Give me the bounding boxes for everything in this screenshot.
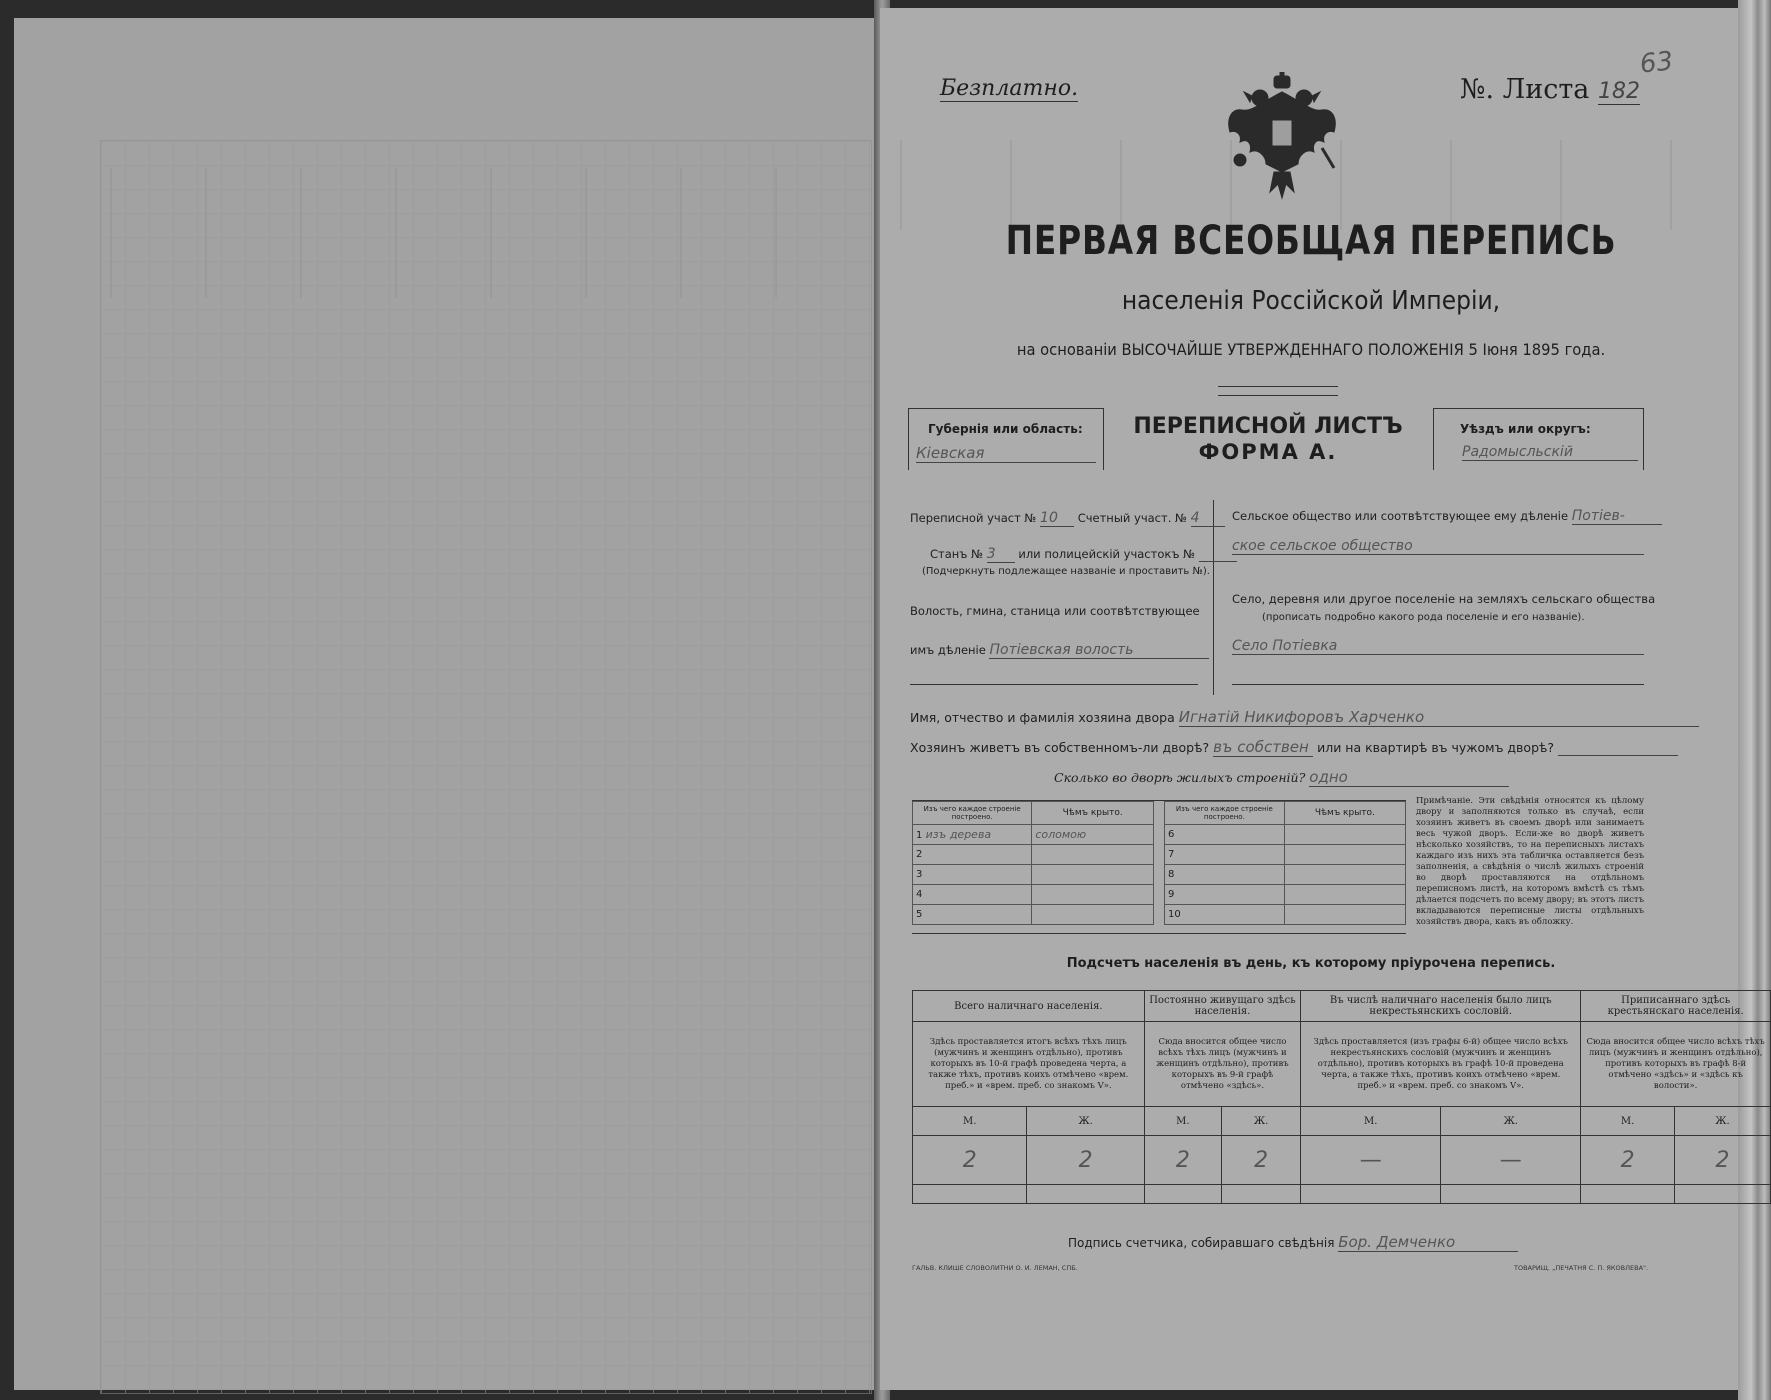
form-title: ПЕРЕПИСНОЙ ЛИСТЪ <box>1133 414 1403 439</box>
count-col-desc: Здѣсь проставляется (изъ графы 6-й) общее число всѣхъ некрестьянскихъ сословій (мужчинъ и женщинъ отдѣльно), противъ которыхъ въ графѣ 10-й проведена черта, а также тѣхъ, противъ коихъ отмѣчено «врем. преб.» и «врем. преб. со знакомъ V». <box>1301 1022 1581 1107</box>
sheet-number-value: 182 <box>1598 79 1640 104</box>
count-desc-row <box>913 1022 1771 1107</box>
field-rule <box>1232 684 1644 685</box>
census-area-value: 10 <box>1040 510 1074 527</box>
count-area-value: 4 <box>1191 510 1225 527</box>
ornament-divider <box>1218 386 1338 396</box>
banner-rule <box>1103 408 1104 470</box>
signature-label: Подпись счетчика, собиравшаго свѣдѣнія <box>1068 1236 1335 1250</box>
table-row <box>913 865 1154 885</box>
society-label: Сельское общество или соотвѣтствующее ему дѣленіе <box>1232 509 1569 523</box>
male-count: 2 <box>1581 1136 1675 1185</box>
material-cell <box>913 825 1032 845</box>
society-value-1: Потіев- <box>1572 508 1662 525</box>
stan-field <box>930 546 1237 563</box>
col-material-header: Изъ чего каждое строеніе построено. <box>913 802 1032 825</box>
col-roof-header: Чѣмъ крыто. <box>1032 802 1154 825</box>
province-value: Кіевская <box>916 444 1096 463</box>
blank-cell <box>1221 1185 1300 1204</box>
table-row <box>1165 845 1406 865</box>
roof-value: соломою <box>1035 828 1087 841</box>
count-col-desc: Сюда вносится общее число всѣхъ тѣхъ лицъ (мужчинъ и женщинъ отдѣльно), противъ которыхъ въ 9-й графѣ отмѣчено «здѣсь». <box>1144 1022 1300 1107</box>
roof-cell <box>1284 865 1405 885</box>
female-count: 2 <box>1221 1136 1300 1185</box>
owner-lives-line <box>1558 740 1678 756</box>
male-count: 2 <box>1144 1136 1221 1185</box>
table-row <box>913 905 1154 925</box>
village-value: Село Потіевка <box>1232 638 1644 655</box>
male-count: 2 <box>913 1136 1027 1185</box>
free-label: Безплатно. <box>940 76 1079 101</box>
district-label: Уѣздъ или округъ: <box>1460 422 1591 436</box>
double-headed-eagle-emblem <box>1222 72 1342 202</box>
fields-divider <box>1213 500 1214 695</box>
blank-cell <box>1674 1185 1770 1204</box>
female-count: — <box>1441 1136 1581 1185</box>
table-row <box>1165 865 1406 885</box>
owner-lives-field <box>910 738 1678 757</box>
roof-cell <box>1284 885 1405 905</box>
enumerator-signature <box>1068 1233 1518 1252</box>
blank-cell <box>1441 1185 1581 1204</box>
buildings-table-left <box>912 801 1154 925</box>
count-header-row <box>913 991 1771 1022</box>
owner-lives-label-2: или на квартирѣ въ чужомъ дворѣ? <box>1317 740 1555 755</box>
female-label: Ж. <box>1221 1107 1300 1136</box>
census-subtitle: населенія Россійской Имперіи, <box>1121 286 1501 316</box>
village-note: (прописать подробно какого рода поселеніе и его названіе). <box>1262 612 1585 623</box>
province-label: Губернія или область: <box>928 422 1083 436</box>
count-col-header: Всего наличнаго населенія. <box>913 991 1145 1022</box>
legal-basis-line: на основаніи ВЫСОЧАЙШЕ УТВЕРЖДЕННАГО ПОЛОЖЕНІЯ 5 Іюня 1895 года. <box>1016 340 1606 359</box>
buildings-count-label: Сколько во дворѣ жилыхъ строеній? <box>1054 770 1306 785</box>
material-cell: 2 <box>913 845 1032 865</box>
material-cell: 5 <box>913 905 1032 925</box>
village-label: Село, деревня или другое поселеніе на земляхъ сельскаго общества <box>1232 592 1656 606</box>
table-row <box>1165 825 1406 845</box>
buildings-count-field <box>1054 768 1509 787</box>
count-col-header: Постоянно живущаго здѣсь населенія. <box>1144 991 1300 1022</box>
blank-cell <box>1301 1185 1441 1204</box>
census-title: ПЕРВАЯ ВСЕОБЩАЯ ПЕРЕПИСЬ <box>1005 218 1617 264</box>
owner-lives-label: Хозяинъ живетъ въ собственномъ-ли дворѣ? <box>910 740 1210 755</box>
female-label: Ж. <box>1027 1107 1144 1136</box>
blank-cell <box>1027 1185 1144 1204</box>
table-row <box>913 885 1154 905</box>
count-sex-row <box>913 1107 1771 1136</box>
blank-cell <box>913 1185 1027 1204</box>
police-label: или полицейскій участокъ № <box>1018 547 1196 561</box>
table-row <box>913 825 1154 845</box>
sheet-number-caption: №. Листа <box>1460 74 1590 105</box>
field-rule <box>910 684 1198 685</box>
police-note: (Подчеркнуть подлежащее названіе и проставить №). <box>922 566 1210 577</box>
material-cell: 8 <box>1165 865 1285 885</box>
col-roof-header: Чѣмъ крыто. <box>1284 802 1405 825</box>
count-col-header: Въ числѣ наличнаго населенія было лицъ некрестьянскихъ сословій. <box>1301 991 1581 1022</box>
roof-cell <box>1284 905 1405 925</box>
printer-imprint-right: ТОВАРИЩ. „ПЕЧАТНЯ С. П. ЯКОВЛЕВА". <box>1514 1264 1649 1272</box>
volost-value: Потіевская волость <box>989 642 1209 659</box>
printer-imprint-left: ГАЛЬВ. КЛИШЕ СЛОВОЛИТНИ О. И. ЛЕМАН, СПБ. <box>912 1264 1078 1272</box>
buildings-count-value: одно <box>1309 768 1509 787</box>
male-label: М. <box>1144 1107 1221 1136</box>
buildings-note: Примѣчаніе. Эти свѣдѣнія относятся къ цѣлому двору и заполняются только въ случаѣ, если хозяинъ живетъ въ своемъ дворѣ или занимаетъ весь чужой дворъ. Если-же во дворѣ живетъ нѣсколько хозяйствъ, то на переписныхъ листахъ каждаго изъ нихъ эта табличка оставляется безъ заполненія, а свѣдѣнія о числѣ жилыхъ строеній во дворѣ проставляются на отдѣльномъ переписномъ листѣ, на которомъ вмѣстѣ съ тѣмъ дѣлается подсчетъ по всему двору; въ этотъ листъ вкладываются переписные листы отдѣльныхъ хозяйствъ двора, какъ въ обложку. <box>1416 796 1644 927</box>
col-material-header: Изъ чего каждое строеніе построено. <box>1165 802 1285 825</box>
material-cell: 3 <box>913 865 1032 885</box>
form-subtitle: ФОРМА А. <box>1198 440 1338 464</box>
male-label: М. <box>913 1107 1027 1136</box>
buildings-table <box>912 800 1406 934</box>
count-col-header: Приписаннаго здѣсь крестьянскаго населенія. <box>1581 991 1771 1022</box>
census-area-field <box>910 510 1225 527</box>
count-blank-row <box>913 1185 1771 1204</box>
banner-rule <box>1433 408 1643 409</box>
owner-name-field <box>910 708 1699 727</box>
left-page-grid <box>100 140 872 1394</box>
stan-label: Станъ № <box>930 547 984 561</box>
male-count: — <box>1301 1136 1441 1185</box>
female-count: 2 <box>1027 1136 1144 1185</box>
roof-cell <box>1032 905 1154 925</box>
sheet-number-label <box>1460 74 1640 105</box>
signature-value: Бор. Демченко <box>1338 1233 1518 1252</box>
society-field <box>1232 508 1662 525</box>
owner-lives-value: въ собствен <box>1213 738 1313 757</box>
material-cell: 10 <box>1165 905 1285 925</box>
volost-label: Волость, гмина, станица или соотвѣтствующее <box>910 604 1200 618</box>
material-cell: 7 <box>1165 845 1285 865</box>
male-label: М. <box>1581 1107 1675 1136</box>
table-row <box>913 845 1154 865</box>
banner-rule <box>1643 408 1644 470</box>
roof-cell <box>1032 865 1154 885</box>
volost-label-cont: имъ дѣленіе <box>910 643 986 657</box>
table-row <box>1165 885 1406 905</box>
left-blank-page <box>14 18 878 1390</box>
material-cell: 4 <box>913 885 1032 905</box>
village-field <box>1232 638 1644 655</box>
roof-cell <box>1032 845 1154 865</box>
roof-cell <box>1284 825 1405 845</box>
buildings-table-right <box>1164 801 1406 925</box>
roof-cell <box>1032 885 1154 905</box>
population-count-title: Подсчетъ населенія въ день, къ которому пріурочена перепись. <box>1066 956 1556 971</box>
blank-cell <box>1144 1185 1221 1204</box>
count-col-desc: Сюда вносится общее число всѣхъ тѣхъ лицъ (мужчинъ и женщинъ отдѣльно), противъ которыхъ въ графѣ 8-й отмѣчено «здѣсь» и «здѣсь къ волости». <box>1581 1022 1771 1107</box>
male-label: М. <box>1301 1107 1441 1136</box>
banner-rule <box>908 408 1103 409</box>
count-values-row <box>913 1136 1771 1185</box>
owner-name-label: Имя, отчество и фамилія хозяина двора <box>910 710 1175 725</box>
society-field-cont <box>1232 538 1644 555</box>
female-label: Ж. <box>1441 1107 1581 1136</box>
material-value: изъ дерева <box>925 828 992 841</box>
volost-field <box>910 642 1209 659</box>
roof-cell <box>1032 825 1154 845</box>
female-count: 2 <box>1674 1136 1770 1185</box>
form-banner <box>908 408 1643 478</box>
count-area-label: Счетный участ. № <box>1077 511 1187 525</box>
roof-cell <box>1284 845 1405 865</box>
census-area-label: Переписной участ № <box>910 511 1037 525</box>
material-cell: 9 <box>1165 885 1285 905</box>
population-count-table <box>912 990 1771 1204</box>
female-label: Ж. <box>1674 1107 1770 1136</box>
blank-cell <box>1581 1185 1675 1204</box>
archive-page-number: 63 <box>1638 46 1675 80</box>
count-col-desc: Здѣсь проставляется итогъ всѣхъ тѣхъ лицъ (мужчинъ и женщинъ отдѣльно), противъ которыхъ въ 10-й графѣ проведена черта, а также тѣхъ, противъ коихъ отмѣчено «врем. преб.» и «врем. преб. со знакомъ V». <box>913 1022 1145 1107</box>
banner-rule <box>1433 408 1434 470</box>
material-cell: 6 <box>1165 825 1285 845</box>
row-number: 1 <box>916 830 923 841</box>
society-value-2: ское сельское общество <box>1232 538 1644 555</box>
stan-value: 3 <box>987 546 1015 563</box>
banner-rule <box>908 408 909 470</box>
district-value: Радомысльскій <box>1462 444 1638 461</box>
owner-name-value: Игнатій Никифоровъ Харченко <box>1179 708 1699 727</box>
table-row <box>1165 905 1406 925</box>
